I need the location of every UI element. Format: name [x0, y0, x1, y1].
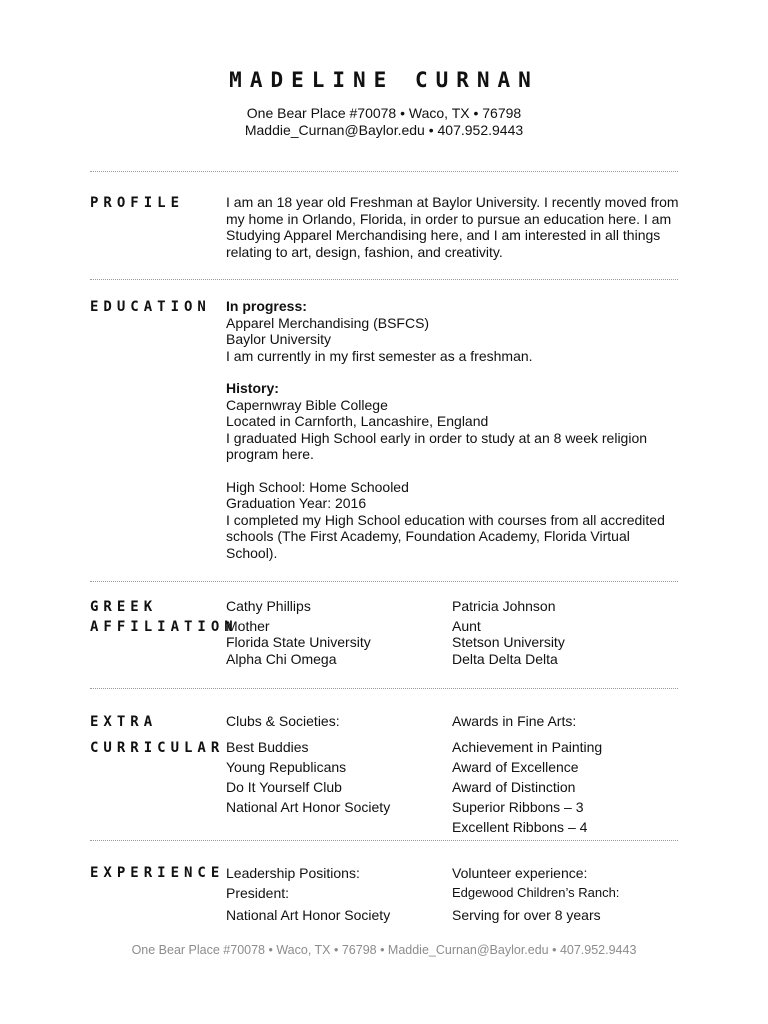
- profile-line: relating to art, design, fashion, and creativity.: [226, 243, 503, 260]
- page-footer: One Bear Place #70078 • Waco, TX • 76798 • Maddie_Curnan@Baylor.edu • 407.952.9443: [131, 943, 637, 957]
- greek-column-1: [226, 598, 426, 667]
- volunteer-column: [452, 863, 672, 925]
- divider: [90, 279, 678, 280]
- club-item: Young Republicans: [226, 759, 347, 775]
- greek-entry: Florida State University: [226, 634, 371, 650]
- profile-line: my home in Orlando, Florida, in order to pursue an education here. I am: [226, 210, 672, 227]
- education-line: I am currently in my first semester as a freshman.: [226, 347, 533, 364]
- experience-entry: Edgewood Children’s Ranch:: [452, 885, 620, 900]
- divider: [90, 688, 678, 689]
- clubs-column: [226, 711, 436, 817]
- section-label-affiliation: AFFILIATION: [90, 619, 238, 635]
- award-item: Award of Excellence: [452, 759, 579, 775]
- education-line: program here.: [226, 446, 314, 462]
- education-line: Capernwray Bible College: [226, 396, 388, 413]
- greek-entry: Stetson University: [452, 634, 565, 650]
- awards-column: [452, 711, 672, 837]
- award-item: Excellent Ribbons – 4: [452, 819, 588, 835]
- education-line: Located in Carnforth, Lancashire, England: [226, 413, 489, 429]
- experience-entry: Serving for over 8 years: [452, 907, 601, 923]
- award-item: Superior Ribbons – 3: [452, 799, 584, 815]
- education-line: schools (The First Academy, Foundation Academy, Florida Virtual: [226, 528, 630, 544]
- greek-entry: Delta Delta Delta: [452, 650, 558, 667]
- section-label-profile: PROFILE: [90, 195, 185, 211]
- experience-entry: Volunteer experience:: [452, 865, 588, 881]
- education-line: High School: Home Schooled: [226, 478, 409, 495]
- greek-column-2: [452, 598, 672, 667]
- greek-entry: Mother: [226, 617, 270, 634]
- profile-text: [226, 194, 686, 260]
- address-line: One Bear Place #70078 • Waco, TX • 76798: [246, 105, 522, 121]
- contact-line: Maddie_Curnan@Baylor.edu • 407.952.9443: [244, 122, 524, 138]
- awards-heading: Awards in Fine Arts:: [452, 713, 577, 729]
- education-line: I completed my High School education with courses from all accredited: [226, 511, 665, 528]
- applicant-name: MADELINE CURNAN: [229, 68, 539, 92]
- education-line: Graduation Year: 2016: [226, 495, 367, 511]
- education-line: School).: [226, 544, 278, 561]
- section-label-experience: EXPERIENCE: [90, 865, 225, 881]
- award-item: Achievement in Painting: [452, 739, 603, 755]
- in-progress-heading: In progress:: [226, 298, 307, 314]
- section-label-greek: GREEK: [90, 599, 158, 615]
- clubs-heading: Clubs & Societies:: [226, 713, 340, 729]
- experience-entry: President:: [226, 885, 290, 901]
- divider: [90, 581, 678, 582]
- greek-entry: Alpha Chi Omega: [226, 650, 337, 667]
- profile-line: I am an 18 year old Freshman at Baylor University. I recently moved from: [226, 194, 679, 210]
- divider: [90, 840, 678, 841]
- club-item: Do It Yourself Club: [226, 779, 342, 795]
- section-label-education: EDUCATION: [90, 299, 211, 315]
- greek-entry: Cathy Phillips: [226, 598, 311, 614]
- leadership-column: [226, 863, 436, 925]
- history-heading: History:: [226, 380, 279, 396]
- club-item: Best Buddies: [226, 739, 309, 755]
- education-line: Apparel Merchandising (BSFCS): [226, 314, 430, 331]
- award-item: Award of Distinction: [452, 779, 576, 795]
- greek-entry: Aunt: [452, 617, 481, 634]
- experience-entry: National Art Honor Society: [226, 907, 391, 923]
- greek-entry: Patricia Johnson: [452, 598, 556, 614]
- education-line: Baylor University: [226, 331, 332, 347]
- experience-entry: Leadership Positions:: [226, 865, 360, 881]
- section-label-curricular: CURRICULAR: [90, 740, 225, 756]
- club-item: National Art Honor Society: [226, 799, 391, 815]
- section-label-extra: EXTRA: [90, 714, 158, 730]
- education-line: I graduated High School early in order to study at an 8 week religion: [226, 429, 648, 446]
- profile-line: Studying Apparel Merchandising here, and I am interested in all things: [226, 227, 661, 243]
- education-text: [226, 298, 686, 561]
- divider: [90, 171, 678, 172]
